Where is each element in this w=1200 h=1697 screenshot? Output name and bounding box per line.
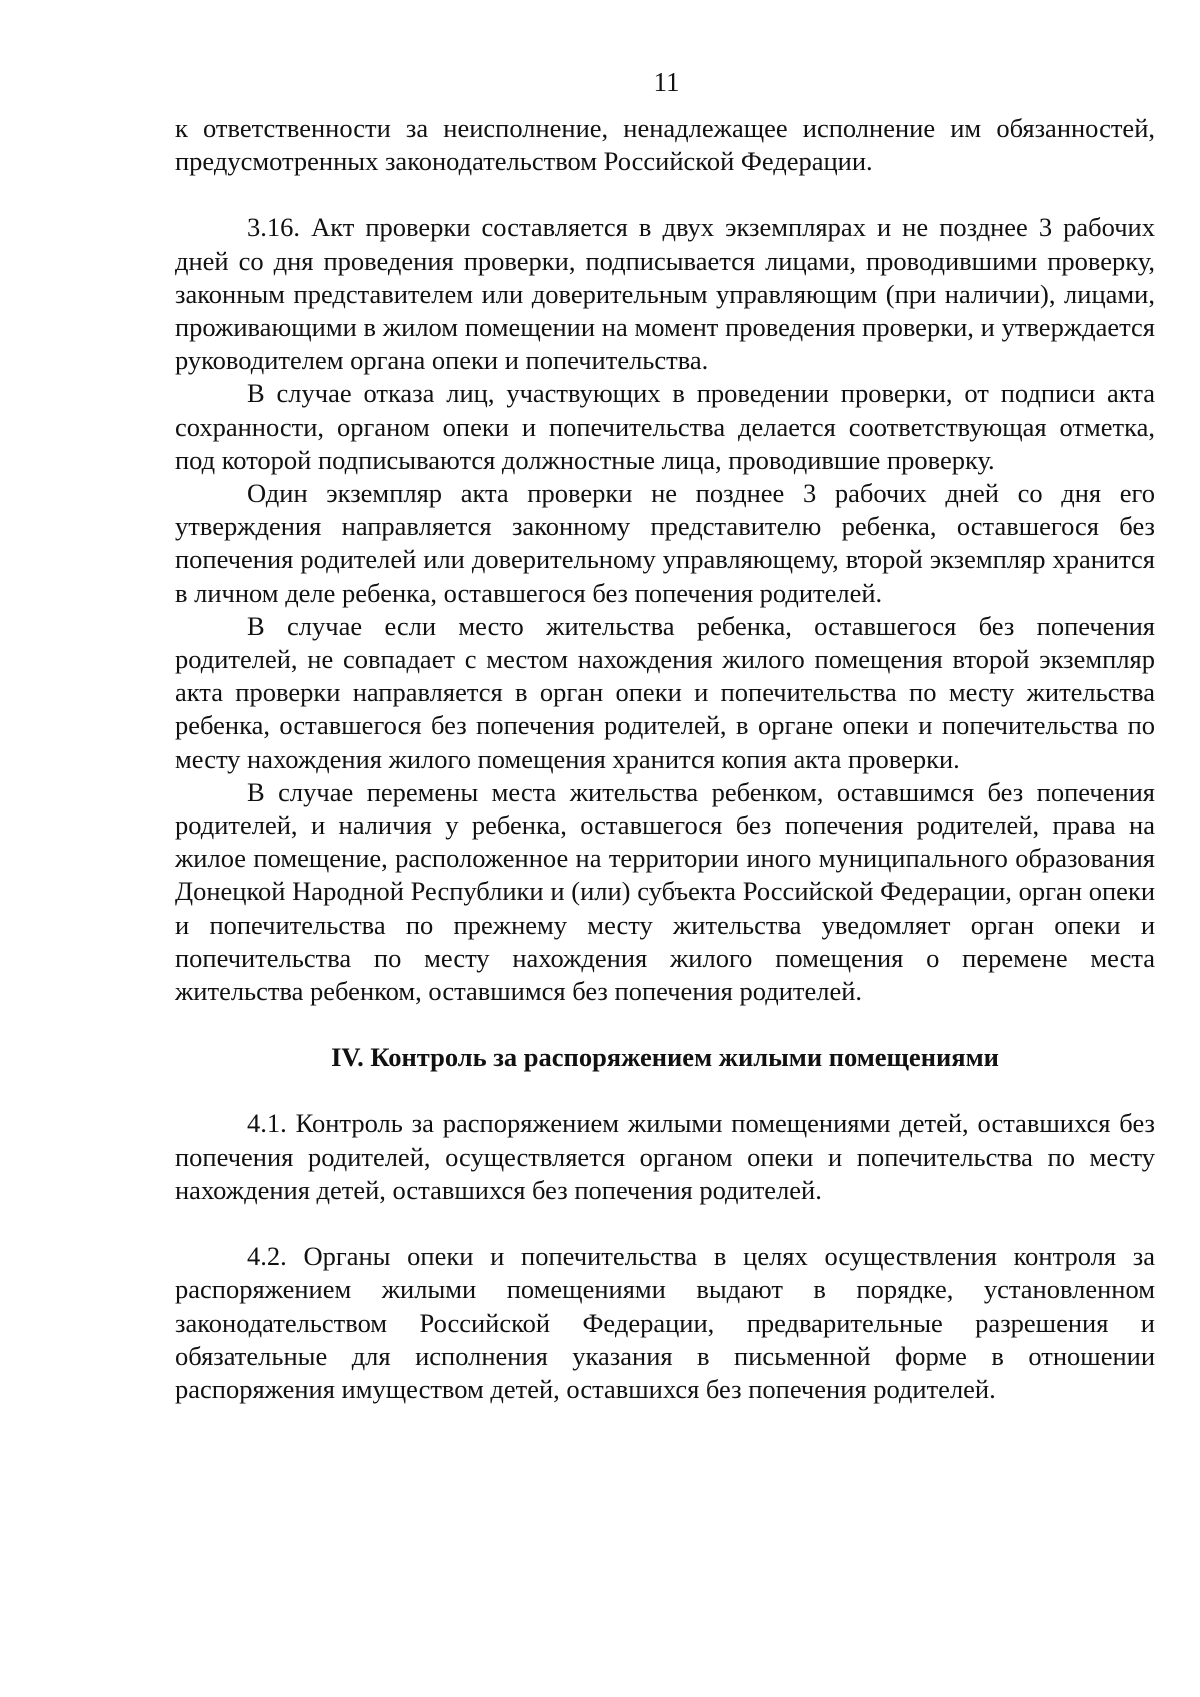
paragraph-3-16: 3.16. Акт проверки составляется в двух экземплярах и не позднее 3 рабочих дней со дня проведения проверки, подписывается лицами, проводившими проверку, законным представителем или доверительным управляющим (при наличии), лицами, проживающими в жилом помещении на момент проведения проверки, и утверждается руководителем органа опеки и попечительства. xyxy=(175,212,1155,376)
paragraph-residence-change: В случае перемены места жительства ребенком, оставшимся без попечения родителей, и наличия у ребенка, оставшегося без попечения родителей, права на жилое помещение, расположенное на территории иного муниципального образования Донецкой Народной Республики и (или) субъекта Российской Федерации, орган опеки и попечительства по прежнему месту жительства уведомляет орган опеки и попечительства по месту нахождения жилого помещения о перемене места жительства ребенком, оставшимся без попечения родителей. xyxy=(175,776,1155,1007)
section-heading-iv: IV. Контроль за распоряжением жилыми помещениями xyxy=(331,1042,999,1073)
page-number: 11 xyxy=(653,67,680,97)
paragraph-copy-distribution: Один экземпляр акта проверки не позднее 3 рабочих дней со дня его утверждения направляется законному представителю ребенка, оставшегося без попечения родителей или доверительному управляющему, второй экземпляр хранится в личном деле ребенка, оставшегося без попечения родителей. xyxy=(175,478,1155,608)
paragraph-4-2: 4.2. Органы опеки и попечительства в целях осуществления контроля за распоряжением жилыми помещениями выдают в порядке, установленном законодательством Российской Федерации, предварительные разрешения и обязательные для исполнения указания в письменной форме в отношении распоряжения имуществом детей, оставшихся без попечения родителей. xyxy=(175,1241,1155,1404)
paragraph-4-1: 4.1. Контроль за распоряжением жилыми помещениями детей, оставшихся без попечения родителей, осуществляется органом опеки и попечительства по месту нахождения детей, оставшихся без попечения родителей. xyxy=(175,1108,1155,1205)
document-body xyxy=(175,112,1155,1406)
section-heading-wrap xyxy=(175,1041,1155,1074)
paragraph-continuation: к ответственности за неисполнение, ненадлежащее исполнение им обязанностей, предусмотренных законодательством Российской Федерации. xyxy=(175,113,1155,177)
paragraph-residence-mismatch: В случае если место жительства ребенка, оставшегося без попечения родителей, не совпадает с местом нахождения жилого помещения второй экземпляр акта проверки направляется в орган опеки и попечительства по месту жительства ребенка, оставшегося без попечения родителей, в органе опеки и попечительства по месту нахождения жилого помещения хранится копия акта проверки. xyxy=(175,610,1155,774)
paragraph-refusal: В случае отказа лиц, участвующих в проведении проверки, от подписи акта сохранности, органом опеки и попечительства делается соответствующая отметка, под которой подписываются должностные лица, проводившие проверку. xyxy=(175,378,1155,475)
